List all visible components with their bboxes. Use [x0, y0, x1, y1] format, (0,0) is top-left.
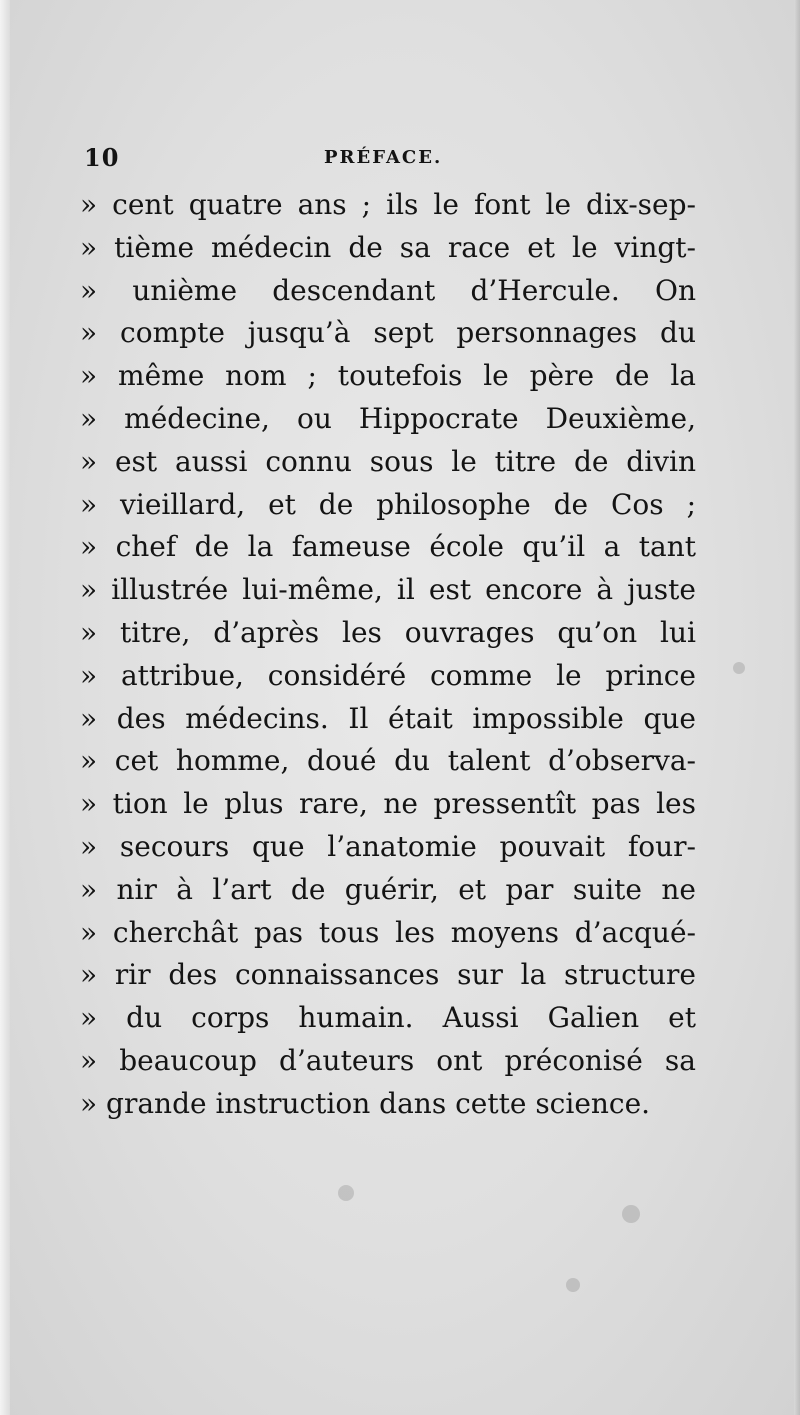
text-line: » rir des connaissances sur la structure — [80, 958, 696, 992]
text-line: » tion le plus rare, ne pressentît pas les — [80, 787, 696, 821]
text-line: » attribue, considéré comme le prince — [80, 658, 696, 692]
text-line: » des médecins. Il était impossible que — [80, 701, 696, 735]
text-line: » compte jusqu’à sept personnages du — [80, 316, 696, 350]
body-text — [80, 184, 696, 1126]
text-line: » unième descendant d’Hercule. On — [80, 273, 696, 307]
page-number: 10 — [84, 143, 120, 172]
text-line: » titre, d’après les ouvrages qu’on lui — [80, 615, 696, 649]
text-line: » chef de la fameuse école qu’il a tant — [80, 530, 696, 564]
paper-speck — [622, 1205, 640, 1223]
page-right-edge — [794, 0, 800, 1415]
paper-speck — [566, 1278, 580, 1292]
paper-speck — [733, 662, 745, 674]
text-line: » illustrée lui-même, il est encore à juste — [80, 573, 696, 607]
text-line: » beaucoup d’auteurs ont préconisé sa — [80, 1043, 696, 1077]
page-left-edge — [0, 0, 10, 1415]
text-line: » est aussi connu sous le titre de divin — [80, 444, 696, 478]
text-line: » grande instruction dans cette science. — [80, 1086, 651, 1120]
text-line: » secours que l’anatomie pouvait four- — [80, 829, 696, 863]
text-line: » même nom ; toutefois le père de la — [80, 359, 696, 393]
text-line: » cherchât pas tous les moyens d’acqué- — [80, 915, 696, 949]
paper-speck — [338, 1185, 354, 1201]
text-line: » nir à l’art de guérir, et par suite ne — [80, 872, 696, 906]
page-header — [84, 143, 694, 177]
text-line: » cet homme, doué du talent d’observa- — [80, 744, 696, 778]
running-head: PRÉFACE. — [324, 147, 443, 168]
text-line: » vieillard, et de philosophe de Cos ; — [80, 487, 696, 521]
text-line: » cent quatre ans ; ils le font le dix-sep- — [80, 188, 696, 221]
text-line: » tième médecin de sa race et le vingt- — [80, 230, 696, 264]
text-line: » du corps humain. Aussi Galien et — [80, 1001, 696, 1035]
text-line: » médecine, ou Hippocrate Deuxième, — [80, 401, 696, 435]
